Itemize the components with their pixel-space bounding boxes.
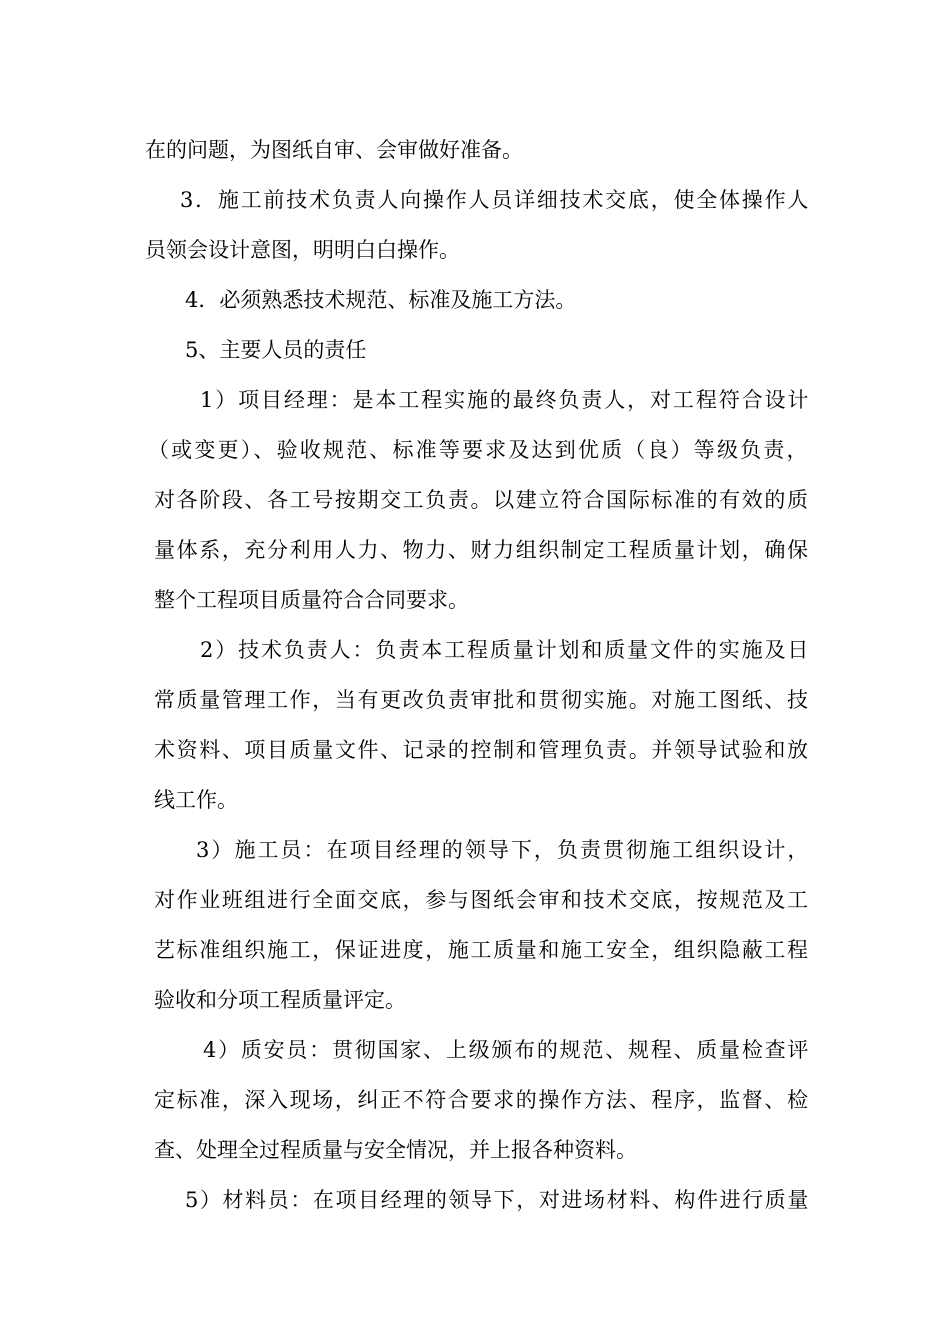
text-line: 术资料、项目质量文件、记录的控制和管理负责。并领导试验和放 — [154, 738, 810, 762]
text-line: 在的问题，为图纸自审、会审做好准备。 — [145, 138, 523, 162]
text-line: 对各阶段、各工号按期交工负责。以建立符合国际标准的有效的质 — [154, 488, 810, 512]
text-line: 5）材料员：在项目经理的领导下，对进场材料、构件进行质量 — [185, 1188, 810, 1212]
text-line: 4）质安员：贯彻国家、上级颁布的规范、规程、质量检查评 — [203, 1038, 811, 1062]
text-line: 3．施工前技术负责人向操作人员详细技术交底，使全体操作人 — [180, 188, 811, 212]
text-line: 艺标准组织施工，保证进度，施工质量和施工安全，组织隐蔽工程 — [154, 938, 810, 962]
text-line: 整个工程项目质量符合合同要求。 — [154, 588, 469, 612]
text-line: 2）技术负责人：负责本工程质量计划和质量文件的实施及日 — [200, 638, 811, 662]
text-line: 查、处理全过程质量与安全情况，并上报各种资料。 — [154, 1138, 637, 1162]
text-line: 线工作。 — [154, 788, 238, 812]
section-heading: 5、主要人员的责任 — [185, 338, 367, 362]
text-line: 验收和分项工程质量评定。 — [154, 988, 406, 1012]
text-line: 量体系，充分利用人力、物力、财力组织制定工程质量计划，确保 — [154, 538, 810, 562]
text-line: 定标准，深入现场，纠正不符合要求的操作方法、程序，监督、检 — [154, 1088, 810, 1112]
text-line: 对作业班组进行全面交底，参与图纸会审和技术交底，按规范及工 — [154, 888, 810, 912]
text-line: 员领会设计意图，明明白白操作。 — [145, 238, 460, 262]
text-line: 3）施工员：在项目经理的领导下，负责贯彻施工组织设计， — [196, 838, 811, 862]
text-line: （或变更）、验收规范、标准等要求及达到优质（良）等级负责， — [148, 438, 810, 462]
text-line: 常质量管理工作，当有更改负责审批和贯彻实施。对施工图纸、技 — [154, 688, 810, 712]
text-line: 4．必须熟悉技术规范、标准及施工方法。 — [185, 288, 577, 312]
text-line: 1）项目经理：是本工程实施的最终负责人，对工程符合设计 — [200, 388, 811, 412]
